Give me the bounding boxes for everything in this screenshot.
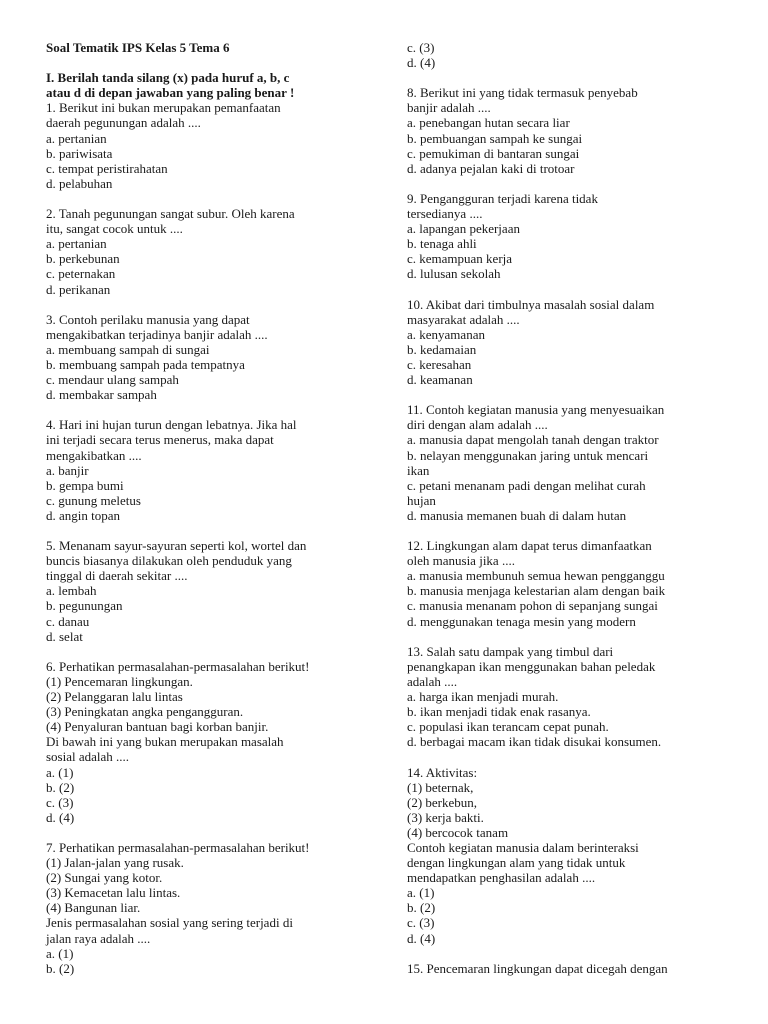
blank-line [407, 946, 727, 961]
blank-line [46, 55, 366, 70]
text-line: 11. Contoh kegiatan manusia yang menyesuaikan [407, 402, 665, 418]
text-line: b. (2) [46, 960, 75, 976]
text-line: c. kemampuan kerja [407, 251, 513, 267]
text-line: c. mendaur ulang sampah [46, 372, 179, 388]
blank-line [407, 523, 727, 538]
text-line: (1) Pencemaran lingkungan. [46, 673, 193, 689]
text-line: c. populasi ikan terancam cepat punah. [407, 719, 609, 735]
text-line: mengakibatkan terjadinya banjir adalah .... [46, 326, 268, 342]
text-line: tersedianya .... [407, 206, 483, 222]
text-line: b. pembuangan sampah ke sungai [407, 130, 583, 146]
text-line: a. membuang sampah di sungai [46, 341, 210, 357]
text-line: d. berbagai macam ikan tidak disukai konsumen. [407, 734, 662, 750]
blank-line [407, 282, 727, 297]
text-line: 7. Perhatikan permasalahan-permasalahan berikut! [46, 839, 310, 855]
text-line: Contoh kegiatan manusia dalam berinteraksi [407, 839, 639, 855]
text-line: 1. Berikut ini bukan merupakan pemanfaatan [46, 100, 281, 116]
text-line: c. manusia menanam pohon di sepanjang sungai [407, 598, 658, 614]
text-line: (4) Bangunan liar. [46, 900, 141, 916]
text-line: (4) Penyaluran bantuan bagi korban banjir. [46, 719, 269, 735]
text-line: oleh manusia jika .... [407, 553, 515, 569]
text-line: (2) Sungai yang kotor. [46, 870, 163, 886]
text-line: a. pertanian [46, 130, 107, 146]
text-line: mendapatkan penghasilan adalah .... [407, 870, 596, 886]
text-line: a. manusia membunuh semua hewan pengganggu [407, 568, 665, 584]
text-line: b. nelayan menggunakan jaring untuk mencari [407, 447, 649, 463]
text-line: d. adanya pejalan kaki di trotoar [407, 160, 575, 176]
text-line: d. membakar sampah [46, 387, 157, 403]
text-line: (1) Jalan-jalan yang rusak. [46, 855, 184, 871]
text-line: (3) Peningkatan angka pengangguran. [46, 704, 244, 720]
text-line: d. perikanan [46, 281, 111, 297]
heading-line: Soal Tematik IPS Kelas 5 Tema 6 [46, 40, 230, 55]
text-line: ini terjadi secara terus menerus, maka dapat [46, 432, 274, 448]
text-line: b. kedamaian [407, 341, 477, 357]
text-line: ikan [407, 462, 430, 478]
text-line: banjir adalah .... [407, 100, 491, 116]
blank-line [407, 629, 727, 644]
text-line: d. (4) [46, 809, 75, 825]
text-line: a. harga ikan menjadi murah. [407, 689, 559, 705]
text-line: b. pegunungan [46, 598, 123, 614]
text-line: 5. Menanam sayur-sayuran seperti kol, wortel dan [46, 538, 307, 554]
text-line: diri dengan alam adalah .... [407, 417, 548, 433]
text-line: b. ikan menjadi tidak enak rasanya. [407, 704, 591, 720]
text-line: c. (3) [407, 915, 435, 931]
blank-line [407, 749, 727, 764]
blank-line [46, 297, 366, 312]
text-line: (3) Kemacetan lalu lintas. [46, 885, 181, 901]
text-line: adalah .... [407, 673, 458, 689]
text-line: dengan lingkungan alam yang tidak untuk [407, 855, 626, 871]
text-line: b. gempa bumi [46, 477, 124, 493]
text-line: b. perkebunan [46, 251, 120, 267]
text-line: 12. Lingkungan alam dapat terus dimanfaatkan [407, 538, 652, 554]
heading-line: I. Berilah tanda silang (x) pada huruf a, b, c [46, 70, 290, 86]
text-line: (4) bercocok tanam [407, 824, 509, 840]
blank-line [407, 176, 727, 191]
text-line: 9. Pengangguran terjadi karena tidak [407, 190, 598, 206]
text-line: b. manusia menjaga kelestarian alam dengan baik [407, 583, 666, 599]
text-line: 8. Berikut ini yang tidak termasuk penyebab [407, 85, 638, 101]
text-line: a. (1) [46, 945, 74, 961]
text-line: c. petani menanam padi dengan melihat curah [407, 477, 646, 493]
right-column [407, 40, 727, 976]
heading-line: atau d di depan jawaban yang paling benar ! [46, 85, 295, 101]
text-line: c. gunung meletus [46, 492, 141, 508]
text-line: (1) beternak, [407, 779, 474, 795]
text-line: hujan [407, 492, 436, 508]
text-line: sosial adalah .... [46, 749, 130, 765]
text-line: c. tempat peristirahatan [46, 160, 168, 176]
text-line: d. pelabuhan [46, 175, 113, 191]
left-column [46, 40, 366, 976]
text-line: a. penebangan hutan secara liar [407, 115, 570, 131]
text-line: c. (3) [46, 794, 74, 810]
text-line: d. manusia memanen buah di dalam hutan [407, 507, 627, 523]
blank-line [407, 70, 727, 85]
blank-line [46, 644, 366, 659]
text-line: a. lapangan pekerjaan [407, 221, 520, 237]
text-line: c. pemukiman di bantaran sungai [407, 145, 580, 161]
blank-line [46, 523, 366, 538]
text-line: c. peternakan [46, 266, 116, 282]
text-line: b. (2) [46, 779, 75, 795]
text-line: d. selat [46, 628, 83, 644]
text-line: 6. Perhatikan permasalahan-permasalahan berikut! [46, 658, 310, 674]
text-line: d. lulusan sekolah [407, 266, 501, 282]
text-line: itu, sangat cocok untuk .... [46, 221, 183, 237]
text-line: a. manusia dapat mengolah tanah dengan traktor [407, 432, 659, 448]
text-line: a. lembah [46, 583, 97, 599]
text-line: c. danau [46, 613, 90, 629]
text-line: mengakibatkan .... [46, 447, 142, 463]
text-line: a. banjir [46, 462, 89, 478]
text-line: d. keamanan [407, 372, 473, 388]
text-line: 4. Hari ini hujan turun dengan lebatnya. Jika hal [46, 417, 297, 433]
text-line: buncis biasanya dilakukan oleh penduduk yang [46, 553, 292, 569]
text-line: d. menggunakan tenaga mesin yang modern [407, 613, 636, 629]
text-line: (2) Pelanggaran lalu lintas [46, 689, 183, 705]
text-line: a. kenyamanan [407, 326, 485, 342]
text-line: a. (1) [407, 885, 435, 901]
text-line: (2) berkebun, [407, 794, 478, 810]
text-line: b. pariwisata [46, 145, 113, 161]
blank-line [46, 191, 366, 206]
text-line: penangkapan ikan menggunakan bahan peledak [407, 658, 656, 674]
text-line: 13. Salah satu dampak yang timbul dari [407, 643, 614, 659]
text-line: b. (2) [407, 900, 436, 916]
text-line: a. (1) [46, 764, 74, 780]
text-line: d. (4) [407, 930, 436, 946]
text-line: c. keresahan [407, 356, 472, 372]
text-line: d. angin topan [46, 507, 121, 523]
text-line: 2. Tanah pegunungan sangat subur. Oleh karena [46, 206, 295, 222]
text-line: d. (4) [407, 55, 436, 71]
text-line: 14. Aktivitas: [407, 764, 478, 780]
text-line: masyarakat adalah .... [407, 311, 520, 327]
text-line: daerah pegunungan adalah .... [46, 115, 201, 131]
text-line: b. tenaga ahli [407, 236, 477, 252]
text-line: jalan raya adalah .... [46, 930, 151, 946]
text-line: b. membuang sampah pada tempatnya [46, 356, 245, 372]
text-line: Di bawah ini yang bukan merupakan masalah [46, 734, 284, 750]
blank-line [407, 387, 727, 402]
blank-line [46, 825, 366, 840]
text-line: c. (3) [407, 40, 435, 55]
text-line: Jenis permasalahan sosial yang sering terjadi di [46, 915, 293, 931]
text-line: (3) kerja bakti. [407, 809, 484, 825]
text-line: 10. Akibat dari timbulnya masalah sosial dalam [407, 296, 655, 312]
text-line: a. pertanian [46, 236, 107, 252]
text-line: tinggal di daerah sekitar .... [46, 568, 188, 584]
text-line: 3. Contoh perilaku manusia yang dapat [46, 311, 250, 327]
text-line: 15. Pencemaran lingkungan dapat dicegah dengan [407, 960, 668, 976]
blank-line [46, 402, 366, 417]
